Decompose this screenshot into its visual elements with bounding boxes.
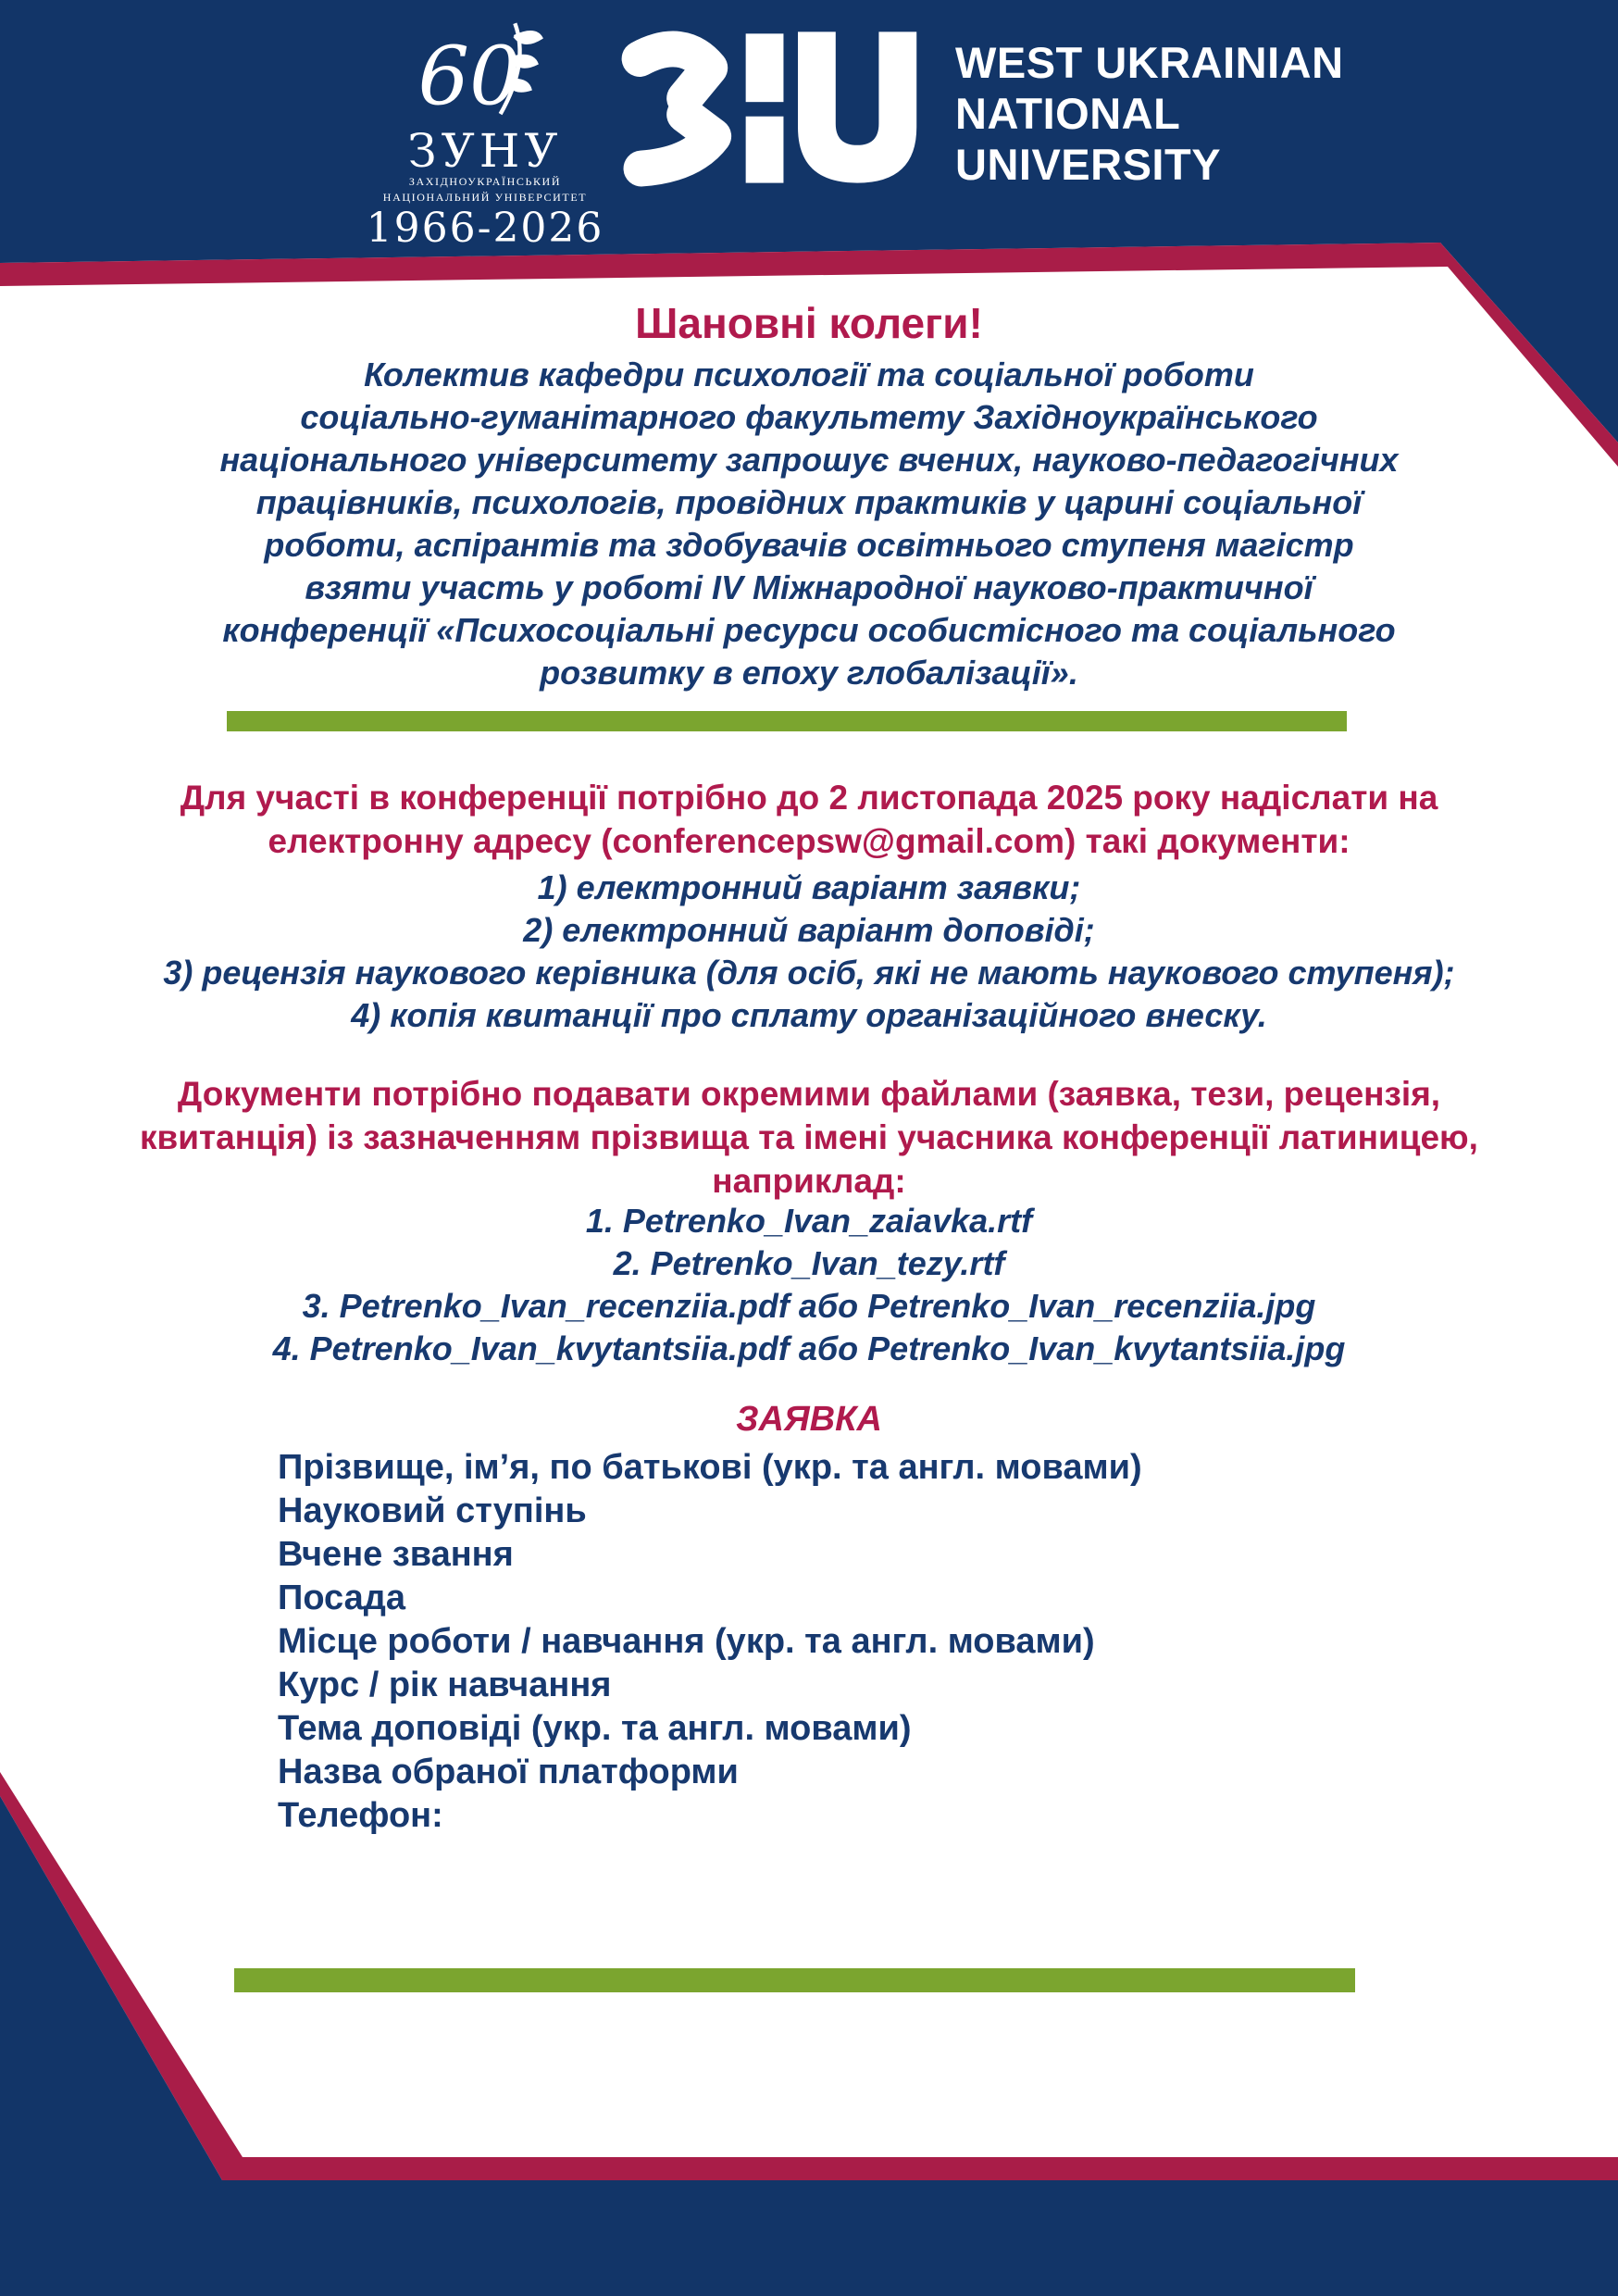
anniversary-60-text: 60 — [417, 29, 521, 124]
zunu-anniversary-logo — [366, 19, 604, 252]
submission-document-list-line: 1) електронний варіант заявки; — [537, 868, 1081, 906]
application-fields-list-line: Посада — [278, 1578, 406, 1617]
footer-crimson-stripe — [0, 1772, 1618, 2180]
submission-document-list-line: 4) копія квитанції про сплату організаційного внеску. — [351, 996, 1267, 1034]
greeting-paragraph-line: національного університету запрошує вчених, науково-педагогічних — [219, 441, 1399, 479]
submission-document-list-line: 3) рецензія наукового керівника (для осіб, які не мають наукового ступеня); — [163, 954, 1455, 992]
submission-document-list-line: 2) електронний варіант доповіді; — [523, 911, 1095, 949]
files-example-list-line: 1. Petrenko_Ivan_zaiavka.rtf — [585, 1202, 1033, 1240]
submission-intro — [0, 776, 1618, 863]
footer-band-shapes — [0, 1759, 1618, 2296]
submission-document-list — [0, 867, 1618, 1037]
greeting-paragraph-line: Колектив кафедри психології та соціальної роботи — [364, 356, 1254, 393]
greeting-paragraph-line: працівників, психологів, провідних практиків у царині соціальної — [255, 483, 1363, 521]
university-name — [955, 37, 1344, 190]
university-name-line: WEST UKRAINIAN — [955, 38, 1344, 87]
greeting-title: Шановні колеги! — [635, 299, 983, 347]
university-name-line: UNIVERSITY — [955, 140, 1222, 189]
files-intro-line: наприклад: — [712, 1162, 906, 1200]
university-name-line: NATIONAL — [955, 89, 1181, 138]
files-example-list-line: 2. Petrenko_Ivan_tezy.rtf — [613, 1244, 1005, 1282]
greeting-paragraph-line: взяти участь у роботі IV Міжнародної науково-практичної — [305, 568, 1313, 606]
submission-intro-line: Для участі в конференції потрібно до 2 листопада 2025 року надіслати на — [180, 779, 1438, 817]
anniversary-60-icon — [406, 19, 564, 128]
application-fields-list-line: Назва обраної платформи — [278, 1753, 739, 1791]
greeting-paragraph — [0, 354, 1618, 694]
greeting-paragraph-line: розвитку в епоху глобалізації». — [540, 654, 1078, 692]
application-fields-list-line: Тема доповіді (укр. та англ. мовами) — [278, 1709, 912, 1748]
zunu-anniversary-years: 1966-2026 — [366, 205, 604, 252]
files-example-list-line: 3. Petrenko_Ivan_recenziia.pdf або Petrenko_Ivan_recenziia.jpg — [302, 1287, 1316, 1325]
application-fields-list-line: Місце роботи / навчання (укр. та англ. мовами) — [278, 1622, 1095, 1661]
application-fields-list-line: Вчене звання — [278, 1535, 514, 1574]
application-fields-list-line: Прізвище, ім’я, по батькові (укр. та англ. мовами) — [278, 1448, 1142, 1487]
application-title: ЗАЯВКА — [736, 1400, 882, 1439]
znu-monogram-icon — [609, 19, 924, 196]
zunu-subtitle-line1: ЗАХІДНОУКРАЇНСЬКИЙ — [408, 175, 562, 188]
greeting-paragraph-line: роботи, аспірантів та здобувачів освітнього ступеня магістр — [264, 526, 1354, 564]
files-example-list-line: 4. Petrenko_Ivan_kvytantsiia.pdf або Petrenko_Ivan_kvytantsiia.jpg — [272, 1329, 1346, 1367]
files-example-list — [0, 1200, 1618, 1370]
application-fields-list-line: Науковий ступінь — [278, 1491, 587, 1530]
application-fields-list-line: Курс / рік навчання — [278, 1666, 612, 1704]
files-intro-line: квитанція) із зазначенням прізвища та імені учасника конференції латиницею, — [140, 1118, 1478, 1156]
zunu-subtitle-line2: НАЦІОНАЛЬНИЙ УНІВЕРСИТЕТ — [382, 191, 588, 204]
files-intro-line: Документи потрібно подавати окремими файлами (заявка, тези, рецензія, — [177, 1075, 1441, 1113]
greeting-paragraph-line: конференції «Психосоціальні ресурси особистісного та соціального — [222, 611, 1396, 649]
files-intro — [0, 1072, 1618, 1203]
divider-bar-top — [227, 711, 1347, 731]
zunu-acronym: ЗУНУ — [407, 124, 563, 178]
application-fields-list-line: Телефон: — [278, 1796, 443, 1835]
footer-navy-shape — [0, 1796, 1618, 2296]
submission-intro-line: електронну адресу (conferencepsw@gmail.com) такі документи: — [268, 822, 1350, 860]
greeting-paragraph-line: соціально-гуманітарного факультету Західноукраїнського — [300, 398, 1318, 436]
